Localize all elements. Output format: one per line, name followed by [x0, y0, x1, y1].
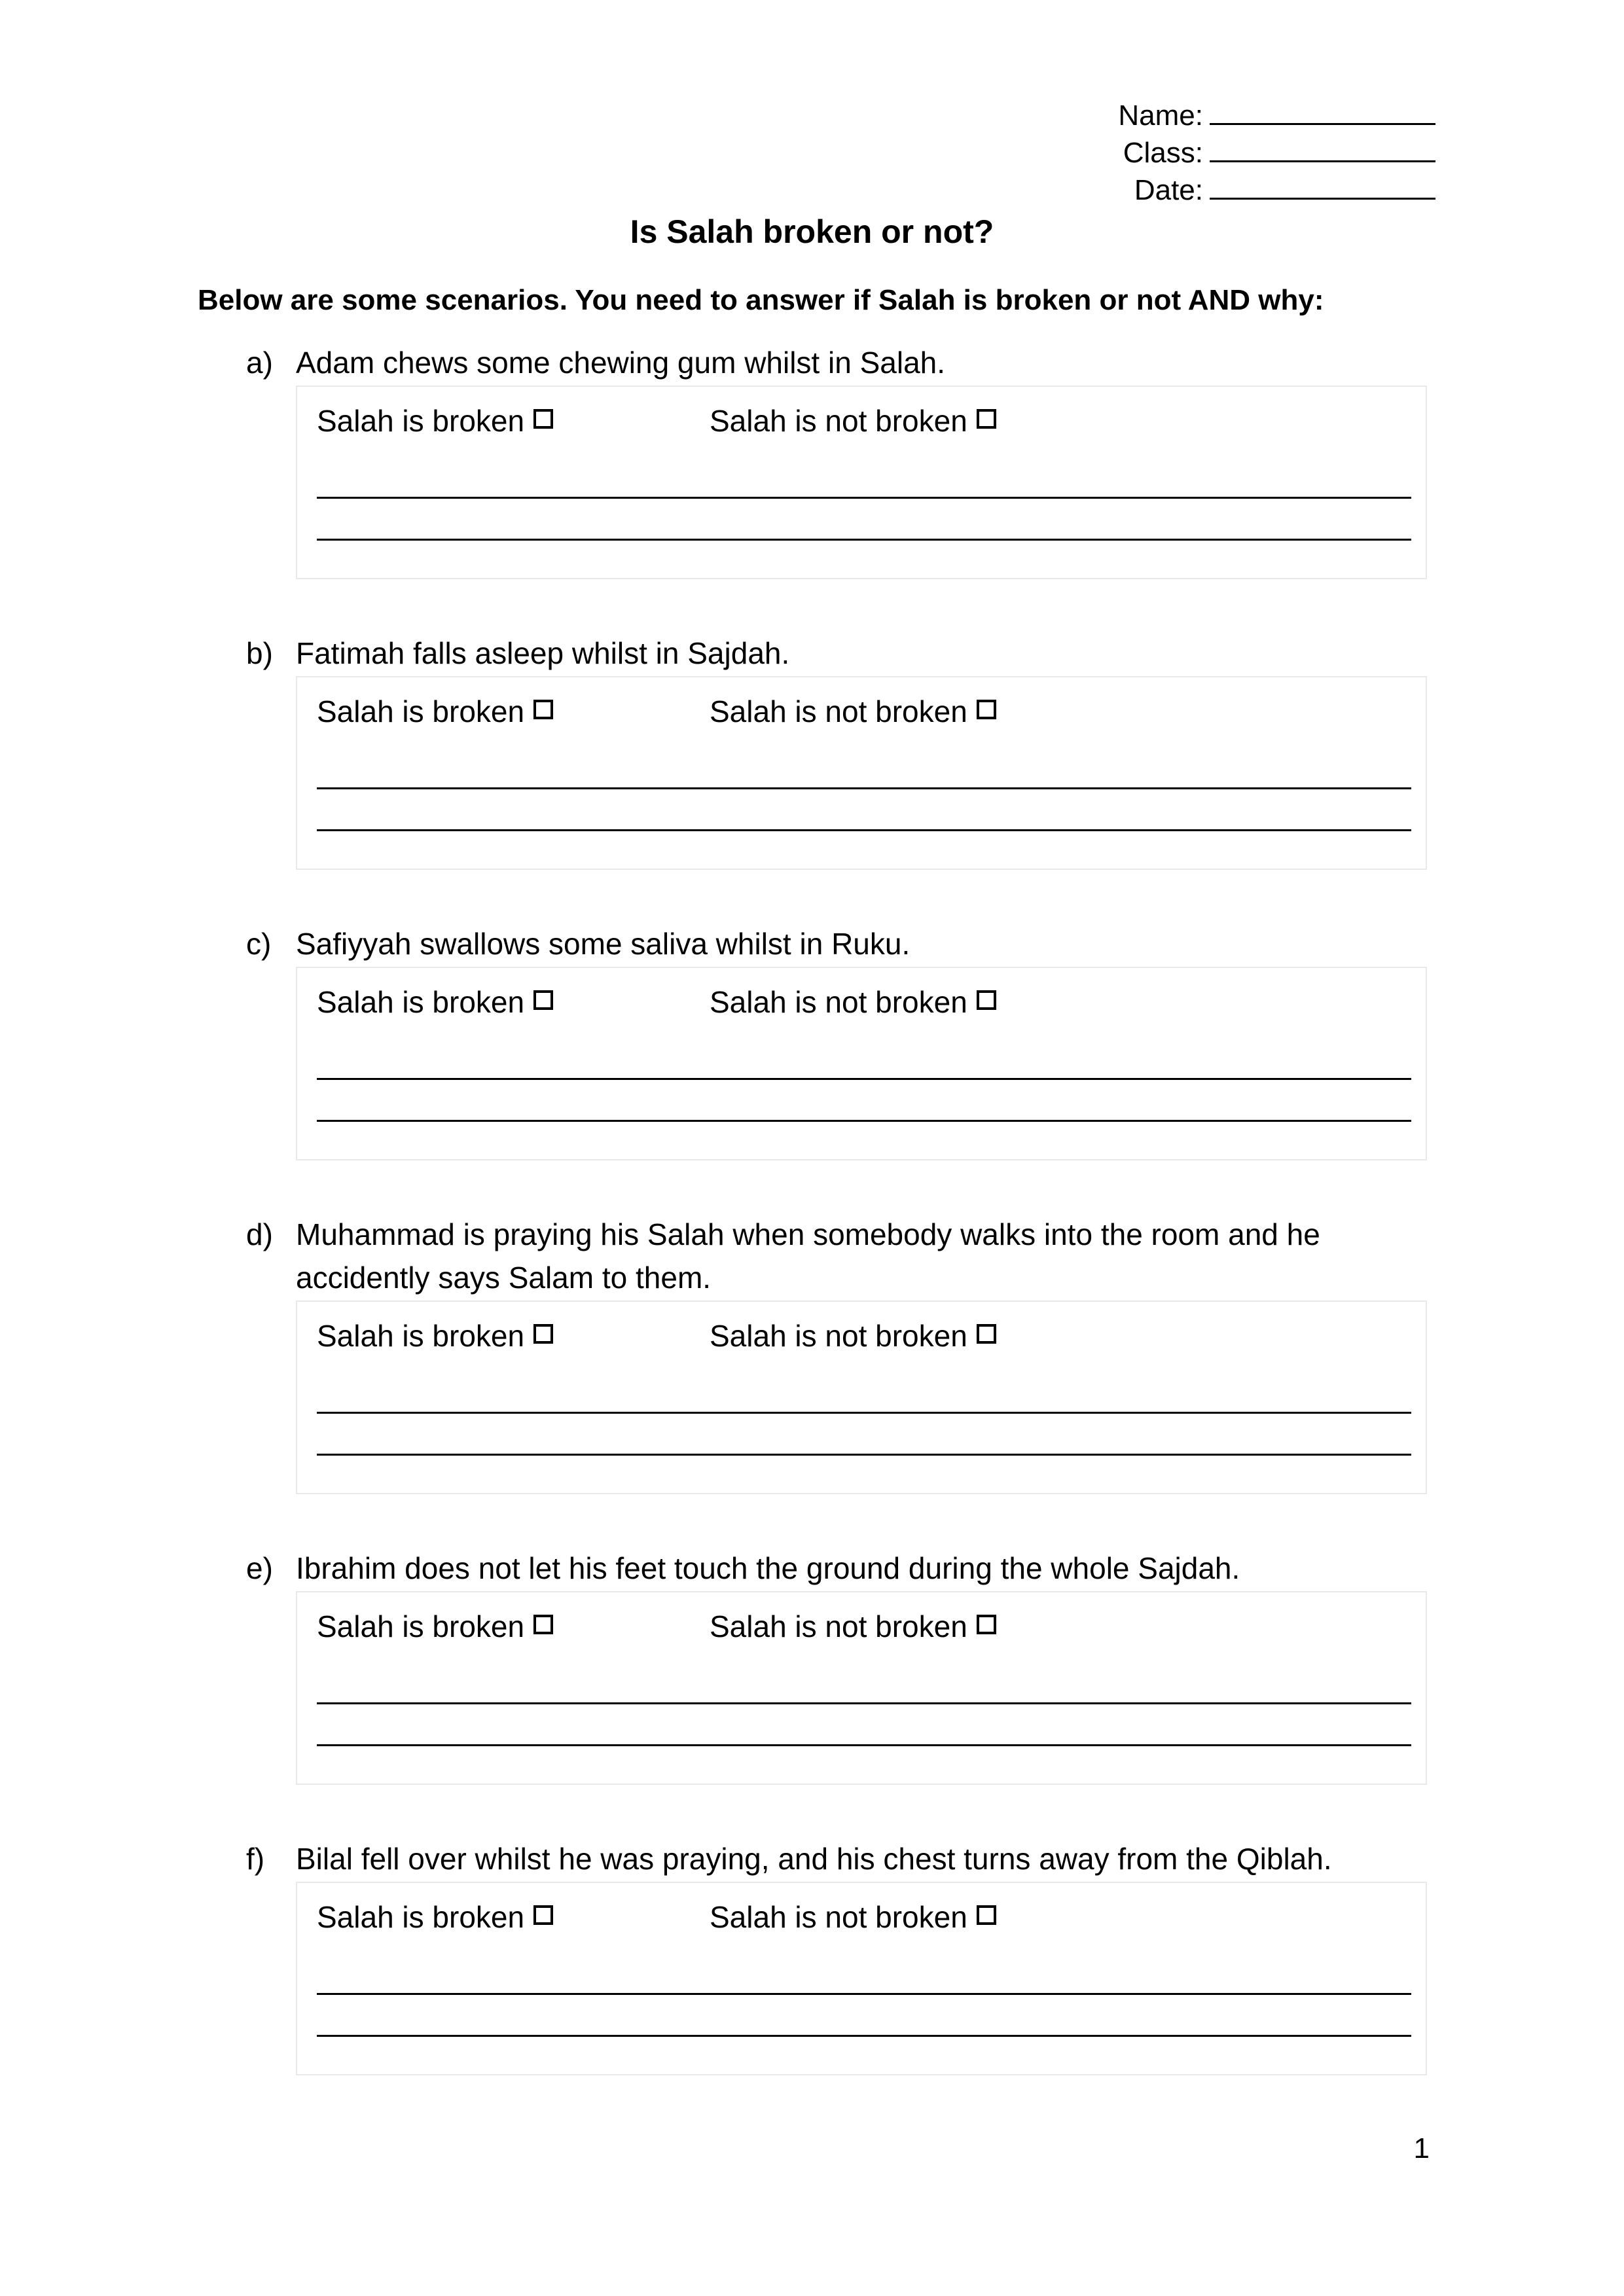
option-not-broken[interactable]	[710, 1897, 996, 1937]
option-not-broken[interactable]	[710, 1607, 996, 1646]
name-label: Name:	[1118, 99, 1203, 132]
option-broken-label: Salah is broken	[317, 1900, 525, 1934]
question-letter: a)	[246, 346, 273, 380]
option-not-broken[interactable]	[710, 1316, 996, 1355]
broken-checkbox[interactable]	[533, 1324, 553, 1344]
name-line[interactable]	[1210, 98, 1435, 125]
question-f	[246, 1837, 1431, 2075]
answer-line[interactable]	[317, 2035, 1411, 2037]
answer-line[interactable]	[317, 829, 1411, 831]
not-broken-checkbox[interactable]	[977, 1615, 996, 1634]
answer-line[interactable]	[317, 497, 1411, 499]
question-a	[246, 341, 1431, 579]
option-not-broken-label: Salah is not broken	[710, 1609, 967, 1643]
option-not-broken[interactable]	[710, 401, 996, 440]
class-field[interactable]	[1043, 134, 1435, 171]
question-text: Adam chews some chewing gum whilst in Salah.	[296, 346, 946, 380]
broken-checkbox[interactable]	[533, 409, 553, 429]
question-text: Muhammad is praying his Salah when somebody walks into the room and he accidently says Salam to them.	[296, 1217, 1320, 1295]
option-broken[interactable]	[317, 1607, 553, 1646]
broken-checkbox[interactable]	[533, 990, 553, 1010]
page-title: Is Salah broken or not?	[630, 213, 994, 250]
broken-checkbox[interactable]	[533, 1615, 553, 1634]
question-letter: c)	[246, 927, 272, 961]
option-not-broken-label: Salah is not broken	[710, 1900, 967, 1934]
answer-line[interactable]	[317, 1412, 1411, 1414]
option-broken[interactable]	[317, 401, 553, 440]
option-broken[interactable]	[317, 982, 553, 1022]
answer-box	[296, 1300, 1427, 1494]
option-broken-label: Salah is broken	[317, 694, 525, 728]
option-not-broken-label: Salah is not broken	[710, 404, 967, 438]
answer-box	[296, 1591, 1427, 1785]
question-letter: e)	[246, 1551, 273, 1585]
answer-line[interactable]	[317, 539, 1411, 541]
instructions: Below are some scenarios. You need to answer if Salah is broken or not AND why:	[198, 284, 1324, 316]
answer-box	[296, 676, 1427, 870]
option-not-broken[interactable]	[710, 982, 996, 1022]
question-text: Safiyyah swallows some saliva whilst in Ruku.	[296, 927, 911, 961]
date-line[interactable]	[1210, 173, 1435, 200]
question-d	[246, 1213, 1431, 1494]
question-text: Bilal fell over whilst he was praying, and his chest turns away from the Qiblah.	[296, 1842, 1332, 1876]
answer-box	[296, 967, 1427, 1160]
question-letter: d)	[246, 1217, 273, 1251]
option-not-broken[interactable]	[710, 692, 996, 731]
question-text: Fatimah falls asleep whilst in Sajdah.	[296, 636, 790, 670]
option-broken-label: Salah is broken	[317, 1319, 525, 1353]
class-label: Class:	[1123, 137, 1203, 169]
answer-box	[296, 1882, 1427, 2075]
not-broken-checkbox[interactable]	[977, 1324, 996, 1344]
date-label: Date:	[1134, 174, 1203, 206]
page-number: 1	[1413, 2132, 1430, 2164]
question-text: Ibrahim does not let his feet touch the ground during the whole Sajdah.	[296, 1551, 1240, 1585]
option-not-broken-label: Salah is not broken	[710, 1319, 967, 1353]
option-broken[interactable]	[317, 692, 553, 731]
option-broken-label: Salah is broken	[317, 985, 525, 1019]
answer-line[interactable]	[317, 1078, 1411, 1080]
not-broken-checkbox[interactable]	[977, 700, 996, 719]
option-broken[interactable]	[317, 1897, 553, 1937]
name-field[interactable]	[1043, 97, 1435, 134]
date-field[interactable]	[1043, 171, 1435, 209]
option-broken-label: Salah is broken	[317, 1609, 525, 1643]
answer-line[interactable]	[317, 1993, 1411, 1995]
not-broken-checkbox[interactable]	[977, 990, 996, 1010]
student-info	[1043, 97, 1435, 209]
question-b	[246, 632, 1431, 870]
question-c	[246, 922, 1431, 1160]
class-line[interactable]	[1210, 135, 1435, 162]
question-letter: b)	[246, 636, 273, 670]
not-broken-checkbox[interactable]	[977, 1905, 996, 1925]
not-broken-checkbox[interactable]	[977, 409, 996, 429]
option-broken-label: Salah is broken	[317, 404, 525, 438]
option-not-broken-label: Salah is not broken	[710, 694, 967, 728]
answer-line[interactable]	[317, 1744, 1411, 1746]
option-not-broken-label: Salah is not broken	[710, 985, 967, 1019]
broken-checkbox[interactable]	[533, 1905, 553, 1925]
answer-line[interactable]	[317, 1702, 1411, 1704]
answer-line[interactable]	[317, 1454, 1411, 1456]
broken-checkbox[interactable]	[533, 700, 553, 719]
option-broken[interactable]	[317, 1316, 553, 1355]
answer-line[interactable]	[317, 787, 1411, 789]
question-e	[246, 1547, 1431, 1785]
question-letter: f)	[246, 1842, 265, 1876]
answer-line[interactable]	[317, 1120, 1411, 1122]
answer-box	[296, 386, 1427, 579]
